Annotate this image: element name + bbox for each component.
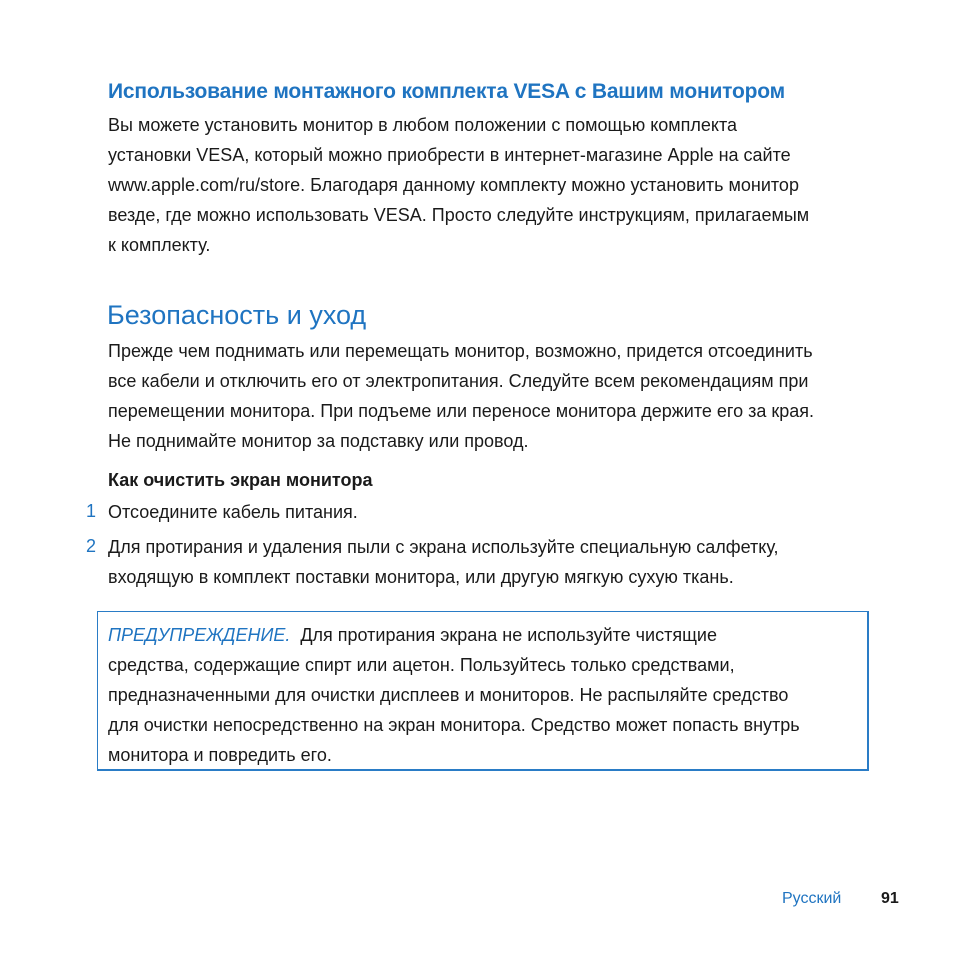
page-number: 91 [881,890,899,907]
safety-paragraph-line: Не поднимайте монитор за подставку или провод. [108,431,529,451]
warning-line: средства, содержащие спирт или ацетон. Пользуйтесь только средствами, [108,655,735,675]
vesa-paragraph-line: www.apple.com/ru/store. Благодаря данному комплекту можно установить монитор [108,175,799,195]
vesa-section-heading: Использование монтажного комплекта VESA с Вашим монитором [108,80,785,103]
warning-line: для очистки непосредственно на экран монитора. Средство может попасть внутрь [108,715,800,735]
safety-paragraph [108,336,888,456]
step-text-line: Для протирания и удаления пыли с экрана используйте специальную салфетку, [108,537,779,557]
warning-text [108,620,800,770]
safety-paragraph-line: перемещении монитора. При подъеме или переносе монитора держите его за края. [108,401,814,421]
step-number: 1 [86,501,97,521]
warning-first-line [108,620,800,650]
vesa-paragraph-line: везде, где можно использовать VESA. Просто следуйте инструкциям, прилагаемым [108,205,810,225]
step-number: 2 [86,536,97,556]
safety-paragraph-line: все кабели и отключить его от электропитания. Следуйте всем рекомендациям при [108,371,809,391]
step-text [108,497,358,527]
warning-box [97,611,869,771]
warning-line: монитора и повредить его. [108,745,332,765]
step-text [108,532,779,592]
safety-paragraph-line: Прежде чем поднимать или перемещать монитор, возможно, придется отсоединить [108,341,813,361]
warning-first-line-text: Для протирания экрана не используйте чистящие [300,625,717,645]
safety-section-heading: Безопасность и уход [107,300,367,330]
step-text-line: Отсоедините кабель питания. [108,502,358,522]
step-text-line: входящую в комплект поставки монитора, или другую мягкую сухую ткань. [108,567,734,587]
vesa-paragraph-line: Вы можете установить монитор в любом положении с помощью комплекта [108,115,738,135]
vesa-paragraph [108,110,888,260]
vesa-paragraph-line: установки VESA, который можно приобрести в интернет-магазине Apple на сайте [108,145,791,165]
warning-label: ПРЕДУПРЕЖДЕНИЕ. [108,625,291,645]
footer-language: Русский [782,890,842,907]
cleaning-heading: Как очистить экран монитора [108,470,373,490]
vesa-paragraph-line: к комплекту. [108,235,211,255]
warning-line: предназначенными для очистки дисплеев и мониторов. Не распыляйте средство [108,685,789,705]
